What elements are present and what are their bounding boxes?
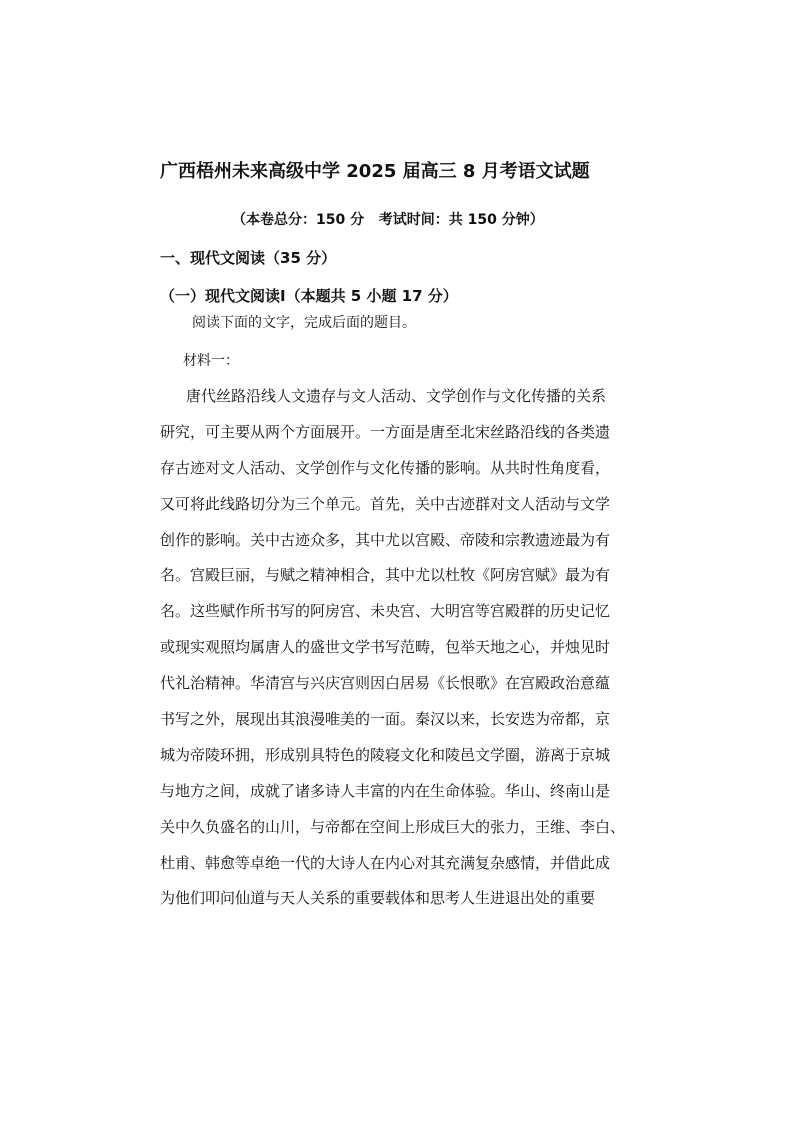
passage-line: 名。这些赋作所书写的阿房宫、未央宫、大明宫等宫殿群的历史记忆	[160, 602, 611, 621]
passage-line: 书写之外，展现出其浪漫唯美的一面。秦汉以来，长安迭为帝都，京	[160, 710, 611, 729]
passage-line: 存古迹对文人活动、文学创作与文化传播的影响。从共时性角度看，	[160, 458, 611, 477]
passage-line: 或现实观照均属唐人的盛世文学书写范畴，包举天地之心，并烛见时	[160, 638, 611, 657]
passage-line: 创作的影响。关中古迹众多，其中尤以宫殿、帝陵和宗教遗迹最为有	[160, 530, 611, 549]
passage-line: 杜甫、韩愈等卓绝一代的大诗人在内心对其充满复杂感情，并借此成	[160, 853, 611, 872]
passage-line: 关中久负盛名的山川，与帝都在空间上形成巨大的张力，王维、李白、	[160, 817, 626, 836]
passage	[160, 379, 640, 917]
subsection-heading: （一）现代文阅读Ⅰ（本题共 5 小题 17 分）	[160, 287, 458, 305]
passage-line: 又可将此线路切分为三个单元。首先，关中古迹群对文人活动与文学	[160, 494, 611, 513]
passage-line: 代礼治精神。华清宫与兴庆宫则因白居易《长恨歌》在宫殿政治意蕴	[160, 674, 611, 693]
passage-line: 研究，可主要从两个方面展开。一方面是唐至北宋丝路沿线的各类遗	[160, 422, 611, 441]
exam-title: 广西梧州未来高级中学 2025 届高三 8 月考语文试题	[160, 161, 590, 182]
material-label: 材料一：	[183, 353, 239, 369]
section-heading: 一、现代文阅读（35 分）	[160, 249, 337, 267]
exam-subtitle: （本卷总分：150 分 考试时间：共 150 分钟）	[232, 212, 544, 228]
passage-line: 名。宫殿巨丽，与赋之精神相合，其中尤以杜牧《阿房宫赋》最为有	[160, 566, 611, 585]
passage-line: 为他们叩问仙道与天人关系的重要载体和思考人生进退出处的重要	[160, 889, 596, 908]
reading-instruction: 阅读下面的文字，完成后面的题目。	[192, 315, 416, 331]
passage-line: 唐代丝路沿线人文遗存与文人活动、文学创作与文化传播的关系	[186, 387, 607, 405]
passage-line: 与地方之间，成就了诸多诗人丰富的内在生命体验。华山、终南山是	[160, 781, 611, 800]
passage-line: 城为帝陵环拥，形成别具特色的陵寝文化和陵邑文学圈，游离于京城	[160, 745, 611, 764]
